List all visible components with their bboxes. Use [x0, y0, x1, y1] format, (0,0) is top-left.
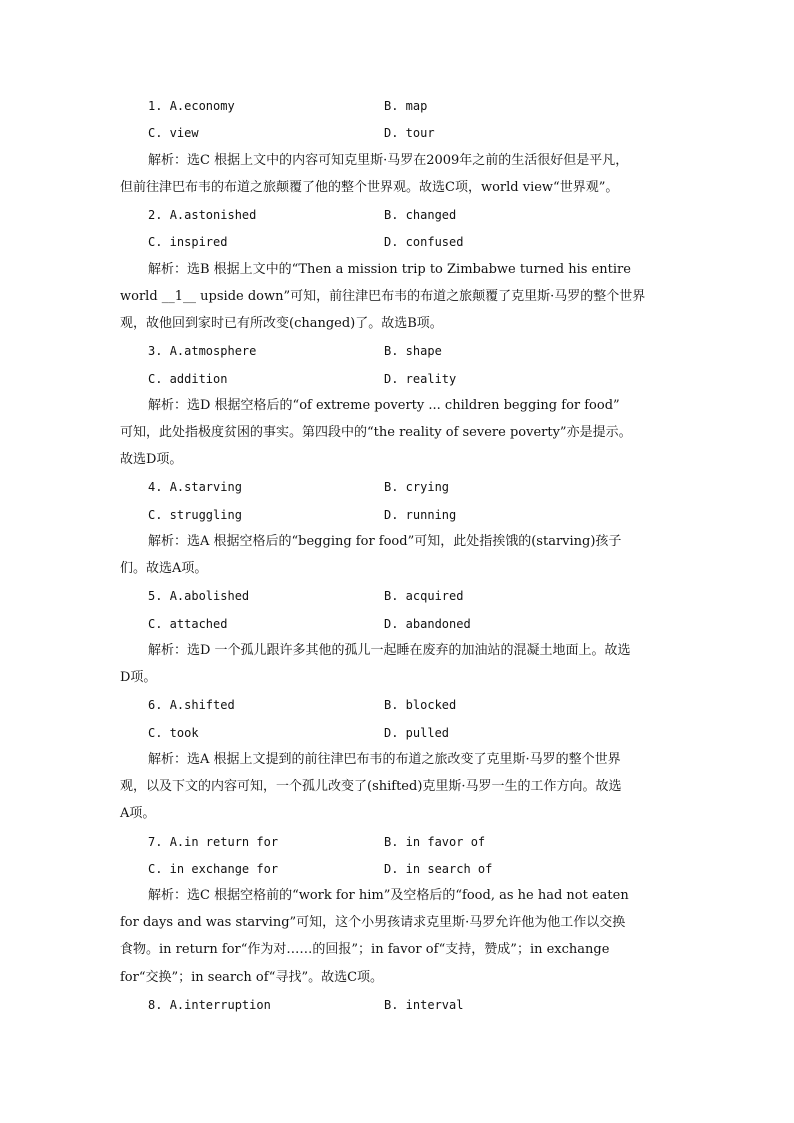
q2-option-b: B. changed: [384, 208, 457, 222]
q1-explanation-line-1: 解析：选C 根据上文中的内容可知克里斯·马罗在2009年之前的生活很好但是平凡，: [148, 153, 629, 168]
q5-option-a: 5. A.abolished: [148, 589, 250, 603]
q5-option-c: C. attached: [148, 617, 228, 631]
q1-option-d: D. tour: [384, 126, 435, 140]
q8-option-a: 8. A.interruption: [148, 998, 271, 1012]
q6-option-d: D. pulled: [384, 726, 450, 740]
q5-option-b: B. acquired: [384, 589, 464, 603]
q4-option-b: B. crying: [384, 480, 450, 494]
q2-option-d: D. confused: [384, 235, 464, 249]
q4-explanation-line-2: 们。故选A项。: [120, 561, 208, 576]
q3-option-a: 3. A.atmosphere: [148, 344, 257, 358]
q7-option-c: C. in exchange for: [148, 862, 279, 876]
q6-explanation-line-2: 观，以及下文的内容可知，一个孤儿改变了(shifted)克里斯·马罗一生的工作方向。故选: [120, 779, 622, 794]
q6-option-a: 6. A.shifted: [148, 698, 235, 712]
q2-explanation-line-2: world __1__ upside down”可知，前往津巴布韦的布道之旅颠覆了克里斯·马罗的整个世界: [120, 289, 646, 304]
q1-option-a: 1. A.economy: [148, 99, 235, 113]
q4-option-c: C. struggling: [148, 508, 242, 522]
q7-explanation-line-4: for“交换”；in search of“寻找”。故选C项。: [120, 970, 384, 985]
q4-option-d: D. running: [384, 508, 457, 522]
q3-option-d: D. reality: [384, 372, 457, 386]
q7-explanation-line-1: 解析：选C 根据空格前的“work for him”及空格后的“food, as he had not eaten: [148, 888, 629, 903]
q2-explanation-line-3: 观，故他回到家时已有所改变(changed)了。故选B项。: [120, 316, 443, 331]
q3-explanation-line-3: 故选D项。: [120, 452, 183, 467]
q6-option-c: C. took: [148, 726, 199, 740]
q3-explanation-line-1: 解析：选D 根据空格后的“of extreme poverty ... children begging for food”: [148, 398, 620, 413]
q1-option-c: C. view: [148, 126, 199, 140]
q8-option-b: B. interval: [384, 998, 464, 1012]
q7-option-d: D. in search of: [384, 862, 493, 876]
q3-option-c: C. addition: [148, 372, 228, 386]
q4-option-a: 4. A.starving: [148, 480, 242, 494]
q1-explanation-line-2: 但前往津巴布韦的布道之旅颠覆了他的整个世界观。故选C项，world view“世界观”。: [120, 180, 619, 195]
q6-option-b: B. blocked: [384, 698, 457, 712]
q6-explanation-line-1: 解析：选A 根据上文提到的前往津巴布韦的布道之旅改变了克里斯·马罗的整个世界: [148, 752, 621, 767]
q7-option-a: 7. A.in return for: [148, 835, 279, 849]
q5-explanation-line-2: D项。: [120, 670, 157, 685]
q4-explanation-line-1: 解析：选A 根据空格后的“begging for food”可知，此处指挨饿的(starving)孩子: [148, 534, 622, 549]
q3-explanation-line-2: 可知，此处指极度贫困的事实。第四段中的“the reality of severe poverty”亦是提示。: [120, 425, 632, 440]
q7-option-b: B. in favor of: [384, 835, 486, 849]
q7-explanation-line-2: for days and was starving”可知，这个小男孩请求克里斯·马罗允许他为他工作以交换: [120, 915, 626, 930]
q2-option-c: C. inspired: [148, 235, 228, 249]
q6-explanation-line-3: A项。: [120, 806, 156, 821]
q5-explanation-line-1: 解析：选D 一个孤儿跟许多其他的孤儿一起睡在废弃的加油站的混凝土地面上。故选: [148, 643, 631, 658]
q7-explanation-line-3: 食物。in return for“作为对……的回报”；in favor of“支持，赞成”；in exchange: [120, 942, 610, 957]
q5-option-d: D. abandoned: [384, 617, 471, 631]
q1-option-b: B. map: [384, 99, 428, 113]
q2-option-a: 2. A.astonished: [148, 208, 257, 222]
q3-option-b: B. shape: [384, 344, 442, 358]
q2-explanation-line-1: 解析：选B 根据上文中的“Then a mission trip to Zimbabwe turned his entire: [148, 262, 631, 277]
